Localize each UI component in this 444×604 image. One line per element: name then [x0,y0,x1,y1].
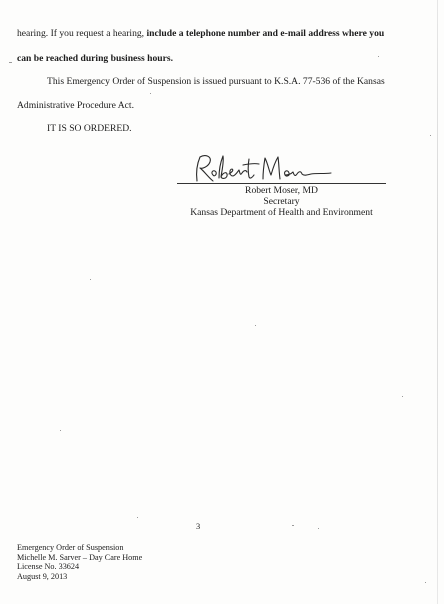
scan-speck [9,62,12,63]
document-footer [17,543,142,581]
scan-speck [425,582,426,583]
signer-title: Secretary [263,196,300,207]
scan-speck [292,525,294,526]
scan-speck [90,279,91,280]
signer-name: Robert Moser, MD [245,185,318,196]
paragraph-authority-line-1: This Emergency Order of Suspension is issued pursuant to K.S.A. 77-536 of the Kansas [47,76,385,87]
scan-speck [150,93,151,94]
hearing-request-text: hearing. If you request a hearing, [17,28,147,39]
footer-document-title: Emergency Order of Suspension [17,543,124,552]
scan-speck [60,430,61,431]
scan-speck [137,517,138,518]
scan-speck [430,135,431,136]
signer-department: Kansas Department of Health and Environment [190,207,373,218]
signature-block [177,153,392,223]
footer-date: August 9, 2013 [17,571,68,581]
handwritten-signature [191,153,341,185]
paragraph-hearing-line-2: can be reached during business hours. [17,53,174,64]
scan-edge-shadow [437,0,438,604]
contact-instruction-text: include a telephone number and e-mail address where you [146,28,385,39]
signature-line [177,183,386,184]
scan-speck [402,396,403,397]
page-number: 3 [196,522,201,531]
so-ordered-statement: IT IS SO ORDERED. [47,123,132,134]
footer-subject: Michelle M. Sarver – Day Care Home [17,552,143,562]
footer-license-number: License No. 33624 [17,562,80,572]
scan-speck [255,325,256,326]
paragraph-authority-line-2: Administrative Procedure Act. [17,100,134,111]
scan-speck [318,528,319,529]
paragraph-hearing-line-1 [17,28,384,40]
scan-speck [378,56,379,57]
